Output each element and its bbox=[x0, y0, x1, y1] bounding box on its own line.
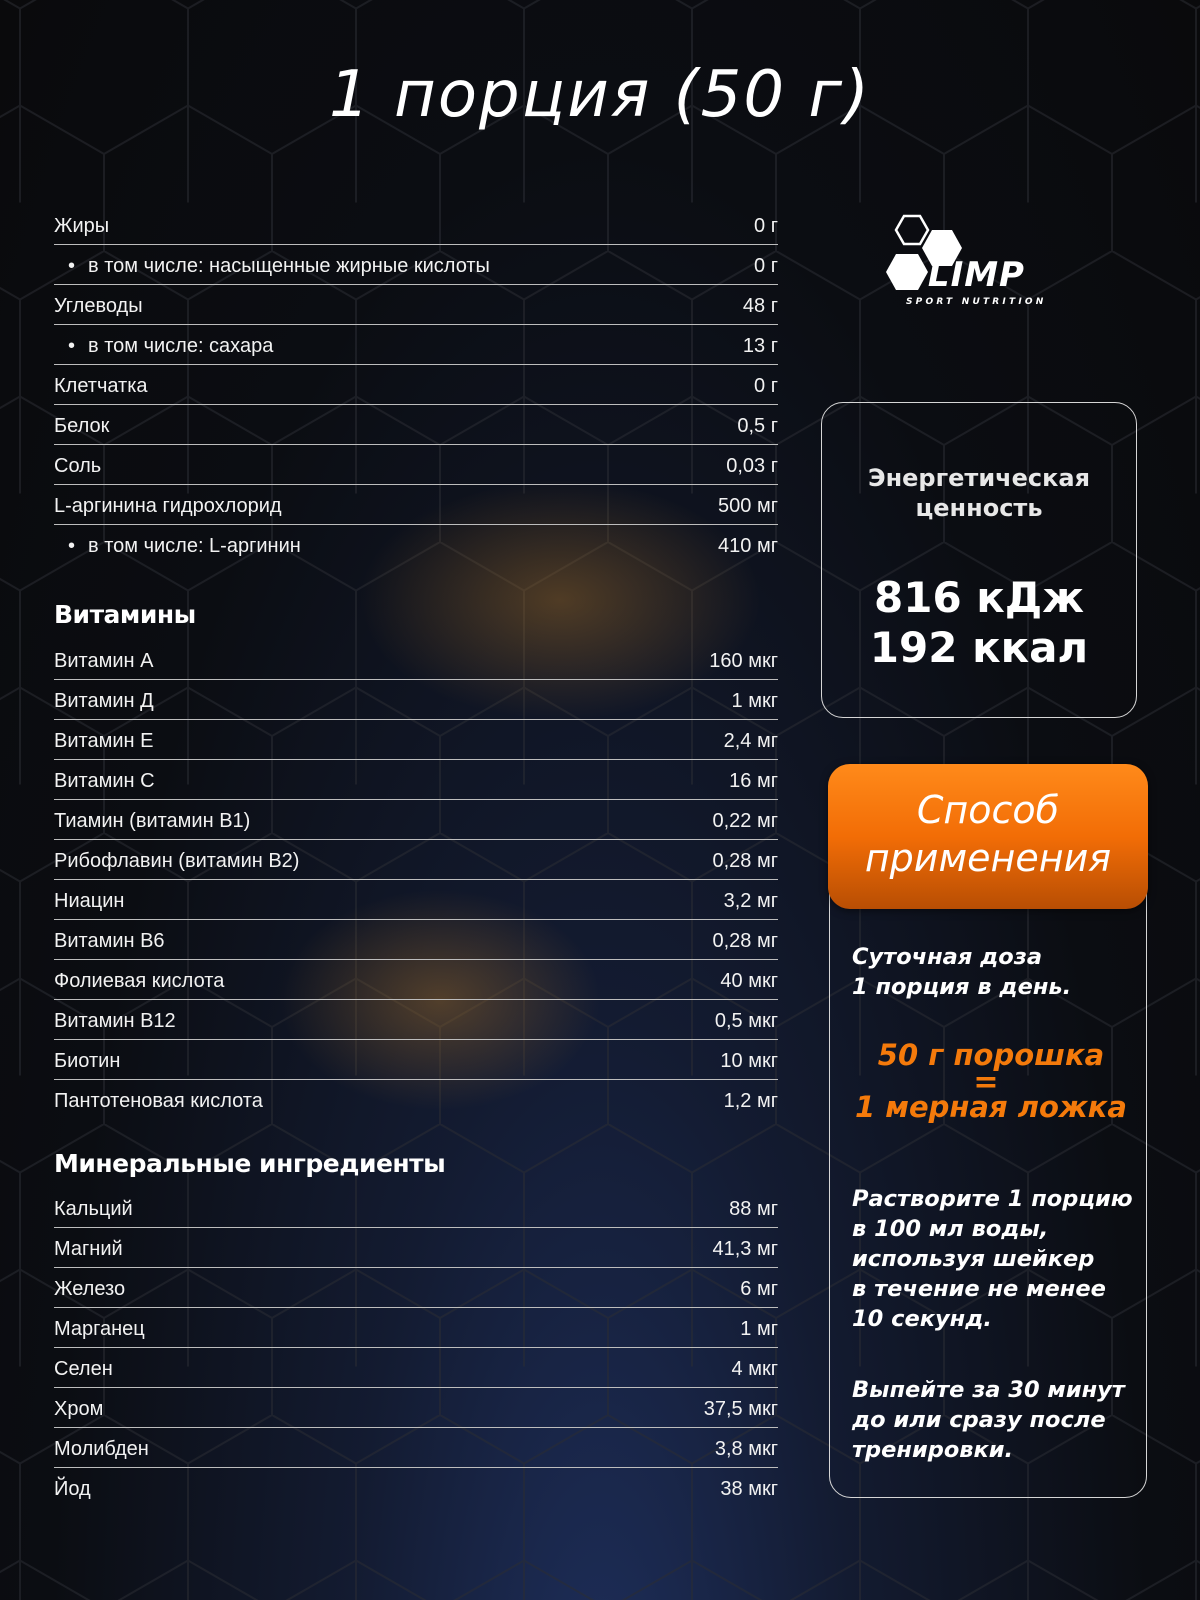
logo-tagline: SPORT NUTRITION bbox=[906, 297, 1047, 307]
drink-line: до или сразу после bbox=[852, 1407, 1106, 1433]
nutrient-name: Кальций bbox=[54, 1198, 133, 1220]
table-row bbox=[54, 840, 778, 880]
table-row bbox=[54, 405, 778, 445]
nutrient-value: 500 мг bbox=[718, 495, 778, 517]
nutrient-name: Селен bbox=[54, 1358, 113, 1380]
nutrient-value: 37,5 мкг bbox=[703, 1398, 778, 1420]
usage-header-line1: Способ bbox=[916, 788, 1060, 832]
nutrient-name: • в том числе: насыщенные жирные кислоты bbox=[68, 245, 490, 287]
nutrient-name: Магний bbox=[54, 1238, 123, 1260]
table-row bbox=[54, 1228, 778, 1268]
nutrient-name: Витамин Д bbox=[54, 690, 154, 712]
daily-dose-text bbox=[852, 942, 1142, 1002]
table-row bbox=[54, 245, 778, 285]
dissolve-line: используя шейкер bbox=[852, 1246, 1095, 1272]
table-row bbox=[54, 445, 778, 485]
nutrient-name: L-аргинина гидрохлорид bbox=[54, 495, 282, 517]
nutrient-value: 2,4 мг bbox=[723, 730, 778, 752]
vitamins-table bbox=[54, 640, 778, 1119]
nutrient-value: 160 мкг bbox=[709, 650, 778, 672]
table-row bbox=[54, 525, 778, 564]
nutrient-value: 41,3 мг bbox=[712, 1238, 778, 1260]
table-row bbox=[54, 1308, 778, 1348]
nutrient-name: Жиры bbox=[54, 215, 110, 237]
scoop-amount: 1 мерная ложка bbox=[854, 1090, 1127, 1124]
nutrient-name: Витамин А bbox=[54, 650, 154, 672]
nutrient-name: Белок bbox=[54, 415, 110, 437]
nutrient-name: Пантотеновая кислота bbox=[54, 1090, 263, 1112]
energy-kcal: 192 ккал bbox=[869, 623, 1089, 672]
minerals-table bbox=[54, 1188, 778, 1507]
nutrient-name: Йод bbox=[54, 1478, 91, 1500]
nutrient-value: 10 мкг bbox=[720, 1050, 778, 1072]
nutrient-value: 13 г bbox=[742, 335, 778, 357]
nutrient-value: 0,28 мг bbox=[712, 930, 778, 952]
table-row bbox=[54, 365, 778, 405]
table-row bbox=[54, 1268, 778, 1308]
nutrient-value: 0 г bbox=[754, 375, 778, 397]
dissolve-line: 10 секунд. bbox=[852, 1306, 992, 1332]
energy-label-line1: Энергетическая bbox=[867, 464, 1091, 492]
drink-line: Выпейте за 30 минут bbox=[852, 1377, 1125, 1403]
table-row bbox=[54, 1468, 778, 1507]
table-row bbox=[54, 325, 778, 365]
dose-line1: Суточная доза bbox=[852, 944, 1043, 970]
nutrient-value: 1 мкг bbox=[731, 690, 778, 712]
table-row bbox=[54, 1388, 778, 1428]
nutrient-value: 0 г bbox=[754, 255, 778, 277]
drink-line: тренировки. bbox=[852, 1437, 1014, 1463]
nutrient-name: Железо bbox=[54, 1278, 126, 1300]
nutrient-value: 88 мг bbox=[729, 1198, 778, 1220]
nutrient-value: 0,5 г bbox=[737, 415, 778, 437]
dose-line2: 1 порция в день. bbox=[852, 974, 1072, 1000]
usage-header-line2: применения bbox=[864, 836, 1112, 880]
table-row bbox=[54, 1000, 778, 1040]
nutrient-value: 1,2 мг bbox=[723, 1090, 778, 1112]
nutrient-name: Клетчатка bbox=[54, 375, 148, 397]
nutrient-value: 16 мг bbox=[729, 770, 778, 792]
nutrient-value: 38 мкг bbox=[720, 1478, 778, 1500]
table-row bbox=[54, 720, 778, 760]
powder-amount: 50 г порошка bbox=[877, 1038, 1105, 1072]
table-row bbox=[54, 285, 778, 325]
table-row bbox=[54, 1348, 778, 1388]
minerals-heading: Минеральные ингредиенты bbox=[54, 1149, 446, 1178]
nutrient-name: Тиамин (витамин В1) bbox=[54, 810, 251, 832]
nutrition-table bbox=[54, 205, 778, 564]
energy-kj: 816 кДж bbox=[874, 573, 1084, 622]
nutrient-name: • в том числе: сахара bbox=[68, 325, 273, 367]
dissolve-line: в 100 мл воды, bbox=[852, 1216, 1049, 1242]
logo-brand: OLIMP bbox=[898, 255, 1025, 295]
nutrient-name: Углеводы bbox=[54, 295, 143, 317]
table-row bbox=[54, 680, 778, 720]
nutrient-name: Рибофлавин (витамин В2) bbox=[54, 850, 300, 872]
nutrient-name: Хром bbox=[54, 1398, 104, 1420]
nutrient-value: 410 мг bbox=[718, 535, 778, 557]
nutrient-value: 4 мкг bbox=[731, 1358, 778, 1380]
nutrient-name: Витамин В6 bbox=[54, 930, 165, 952]
nutrient-name: Молибден bbox=[54, 1438, 149, 1460]
energy-value-panel bbox=[821, 402, 1137, 718]
page-title: 1 порция (50 г) bbox=[328, 58, 872, 132]
table-row bbox=[54, 920, 778, 960]
nutrient-name: Витамин Е bbox=[54, 730, 154, 752]
nutrient-value: 0,28 мг bbox=[712, 850, 778, 872]
nutrient-value: 3,8 мкг bbox=[714, 1438, 778, 1460]
drink-instructions bbox=[852, 1375, 1142, 1465]
dissolve-line: в течение не менее bbox=[852, 1276, 1106, 1302]
nutrient-name: • в том числе: L-аргинин bbox=[68, 525, 301, 567]
table-row bbox=[54, 1040, 778, 1080]
nutrient-value: 40 мкг bbox=[720, 970, 778, 992]
energy-label bbox=[822, 463, 1136, 523]
table-row bbox=[54, 960, 778, 1000]
table-row bbox=[54, 1188, 778, 1228]
table-row bbox=[54, 205, 778, 245]
nutrient-value: 0,03 г bbox=[726, 455, 778, 477]
vitamins-heading: Витамины bbox=[54, 600, 196, 629]
table-row bbox=[54, 800, 778, 840]
nutrient-name: Соль bbox=[54, 455, 102, 477]
dissolve-instructions bbox=[852, 1184, 1142, 1334]
nutrient-value: 3,2 мг bbox=[723, 890, 778, 912]
nutrient-name: Биотин bbox=[54, 1050, 121, 1072]
nutrient-value: 0,22 мг bbox=[712, 810, 778, 832]
nutrient-name: Ниацин bbox=[54, 890, 125, 912]
table-row bbox=[54, 485, 778, 525]
table-row bbox=[54, 1080, 778, 1119]
table-row bbox=[54, 640, 778, 680]
nutrient-name: Витамин С bbox=[54, 770, 155, 792]
nutrient-name: Марганец bbox=[54, 1318, 145, 1340]
energy-label-line2: ценность bbox=[915, 494, 1043, 522]
table-row bbox=[54, 1428, 778, 1468]
table-row bbox=[54, 880, 778, 920]
usage-header bbox=[828, 764, 1148, 909]
nutrient-value: 1 мг bbox=[740, 1318, 778, 1340]
nutrient-value: 6 мг bbox=[740, 1278, 778, 1300]
dissolve-line: Растворите 1 порцию bbox=[852, 1186, 1133, 1212]
equals-sign: = bbox=[973, 1065, 999, 1100]
nutrient-value: 0 г bbox=[754, 215, 778, 237]
nutrient-name: Витамин В12 bbox=[54, 1010, 176, 1032]
nutrient-value: 48 г bbox=[742, 295, 778, 317]
nutrient-value: 0,5 мкг bbox=[714, 1010, 778, 1032]
nutrient-name: Фолиевая кислота bbox=[54, 970, 225, 992]
table-row bbox=[54, 760, 778, 800]
